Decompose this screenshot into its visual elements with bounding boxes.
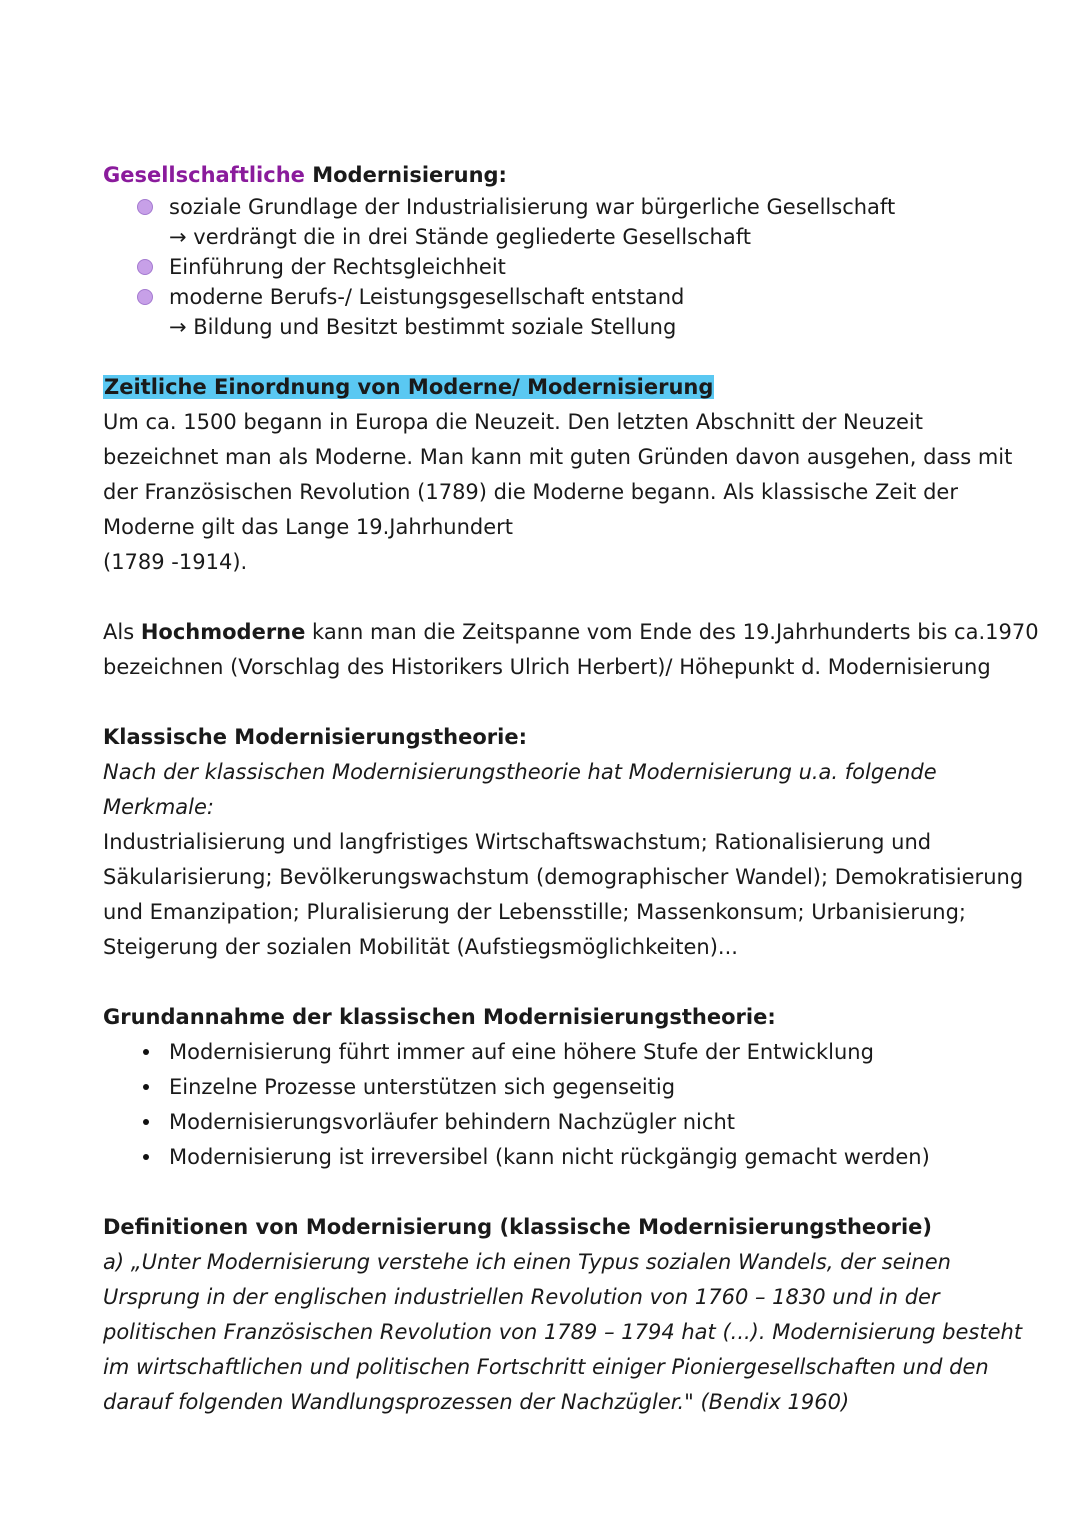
text-line: bezeichnen (Vorschlag des Historikers Ulrich Herbert)/ Höhepunkt d. Modernisierung — [103, 655, 991, 679]
black-bullet-list — [103, 1035, 1003, 1175]
bullet-icon — [143, 1119, 149, 1125]
list-item-text: soziale Grundlage der Industrialisierung war bürgerliche Gesellschaft — [169, 195, 896, 219]
text-line: bezeichnet man als Moderne. Man kann mit guten Gründen davon ausgehen, dass mit — [103, 445, 1013, 469]
text-pre: Als — [103, 620, 141, 644]
list-item-text: Einzelne Prozesse unterstützen sich gegenseitig — [169, 1075, 676, 1099]
text-line: Um ca. 1500 begann in Europa die Neuzeit. Den letzten Abschnitt der Neuzeit — [103, 410, 923, 434]
quote-line: im wirtschaftlichen und politischen Fortschritt einiger Pioniergesellschaften und den — [103, 1355, 989, 1379]
section-klassische-theorie — [103, 720, 1024, 965]
text-line: (1789 -1914). — [103, 550, 248, 574]
section-gesellschaftliche-modernisierung — [103, 158, 1003, 342]
section-heading: Definitionen von Modernisierung (klassische Modernisierungstheorie) — [103, 1215, 932, 1239]
section-heading — [103, 158, 1003, 192]
text-line: der Französischen Revolution (1789) die Moderne begann. Als klassische Zeit der — [103, 480, 958, 504]
purple-bullet-icon — [137, 289, 153, 305]
section-heading: Grundannahme der klassischen Modernisierungstheorie: — [103, 1005, 776, 1029]
list-item-text: Modernisierungsvorläufer behindern Nachzügler nicht — [169, 1110, 735, 1134]
section-heading: Klassische Modernisierungstheorie: — [103, 725, 527, 749]
quote-line: Ursprung in der englischen industriellen Revolution von 1760 – 1830 und in der — [103, 1285, 940, 1309]
heading-rest: Modernisierung: — [304, 163, 507, 187]
document-page — [103, 158, 1039, 1420]
heading-colored-part: Gesellschaftliche — [103, 163, 305, 187]
list-item — [137, 1035, 1003, 1070]
list-item-text: Modernisierung führt immer auf eine höhere Stufe der Entwicklung — [169, 1040, 874, 1064]
quote-line: darauf folgenden Wandlungsprozessen der Nachzügler." (Bendix 1960) — [103, 1390, 850, 1414]
list-item-text: Modernisierung ist irreversibel (kann nicht rückgängig gemacht werden) — [169, 1145, 930, 1169]
list-item — [137, 1105, 1003, 1140]
list-item-text: moderne Berufs-/ Leistungsgesellschaft entstand — [169, 285, 685, 309]
section-zeitliche-einordnung — [103, 370, 1013, 580]
purple-bullet-list — [103, 192, 1003, 342]
purple-bullet-icon — [137, 199, 153, 215]
list-item-sub: → Bildung und Besitzt bestimmt soziale Stellung — [169, 315, 677, 339]
quote-line: a) „Unter Modernisierung verstehe ich einen Typus sozialen Wandels, der seinen — [103, 1250, 951, 1274]
text-rest: kann man die Zeitspanne vom Ende des 19.Jahrhunderts bis ca.1970 — [305, 620, 1039, 644]
list-item — [137, 1070, 1003, 1105]
list-item — [137, 1140, 1003, 1175]
bullet-icon — [143, 1049, 149, 1055]
section-definitionen — [103, 1210, 1023, 1420]
bold-term: Hochmoderne — [140, 620, 306, 644]
list-item — [137, 282, 1003, 312]
list-item — [137, 252, 1003, 282]
italic-line: Merkmale: — [103, 795, 214, 819]
text-line: Steigerung der sozialen Mobilität (Aufstiegsmöglichkeiten)... — [103, 935, 738, 959]
quote-line: politischen Französischen Revolution von 1789 – 1794 hat (...). Modernisierung besteht — [103, 1320, 1023, 1344]
list-item-sub: → verdrängt die in drei Stände gegliederte Gesellschaft — [169, 225, 751, 249]
text-line: Säkularisierung; Bevölkerungswachstum (demographischer Wandel); Demokratisierung — [103, 865, 1024, 889]
text-line: Moderne gilt das Lange 19.Jahrhundert — [103, 515, 513, 539]
bullet-icon — [143, 1084, 149, 1090]
list-item — [137, 192, 1003, 222]
italic-line: Nach der klassischen Modernisierungstheorie hat Modernisierung u.a. folgende — [103, 760, 937, 784]
section-heading — [103, 370, 1003, 405]
section-hochmoderne — [103, 615, 1039, 685]
section-grundannahme — [103, 1000, 1003, 1175]
list-item-text: Einführung der Rechtsgleichheit — [169, 255, 506, 279]
text-line: Industrialisierung und langfristiges Wirtschaftswachstum; Rationalisierung und — [103, 830, 932, 854]
text-line: und Emanzipation; Pluralisierung der Lebensstille; Massenkonsum; Urbanisierung; — [103, 900, 966, 924]
purple-bullet-icon — [137, 259, 153, 275]
text-line — [103, 615, 1039, 650]
bullet-icon — [143, 1154, 149, 1160]
highlighted-heading: Zeitliche Einordnung von Moderne/ Modernisierung — [104, 375, 714, 399]
